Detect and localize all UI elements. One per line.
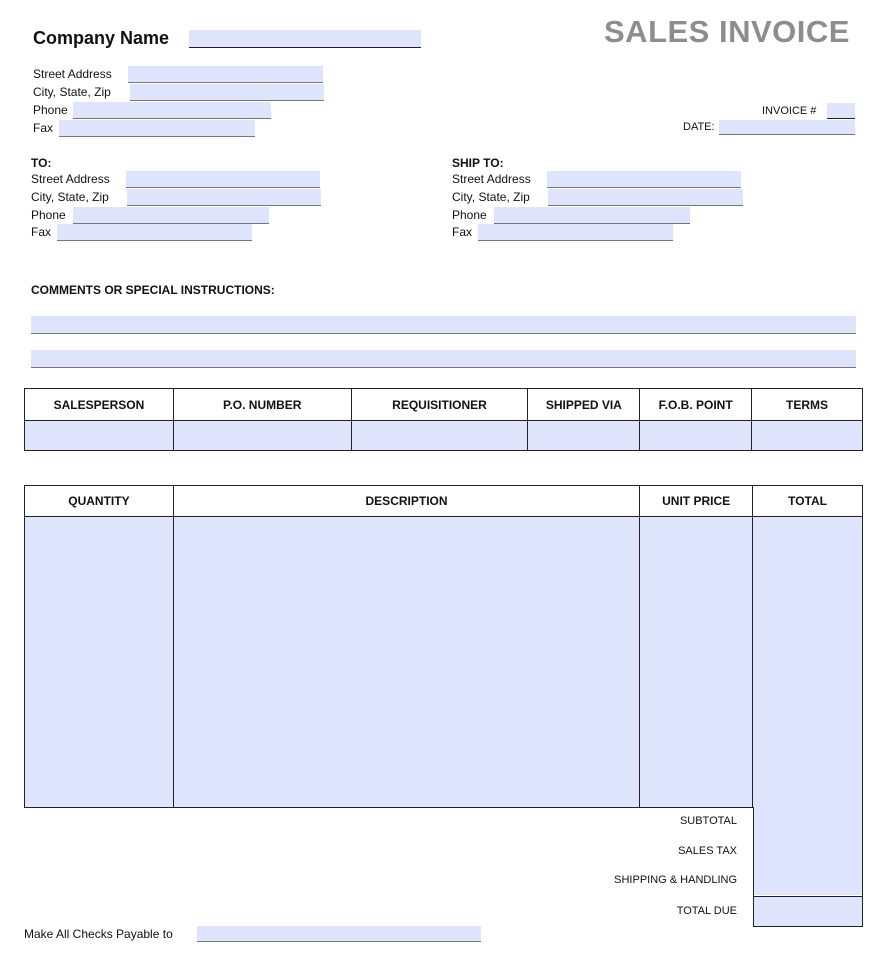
bill-to-city-input[interactable] (127, 189, 321, 206)
line-items-table (24, 485, 863, 808)
fob-point-input[interactable] (640, 421, 751, 450)
company-phone-input[interactable] (73, 102, 271, 119)
bill-to-phone-label: Phone (31, 208, 66, 222)
company-city-input[interactable] (130, 84, 324, 101)
quantity-cell (25, 517, 174, 808)
company-name-input[interactable] (189, 30, 421, 48)
ship-to-street-input[interactable] (547, 171, 741, 188)
terms-header: TERMS (752, 389, 863, 421)
description-cell (173, 517, 639, 808)
po-number-header: P.O. NUMBER (173, 389, 351, 421)
company-street-row (33, 66, 325, 83)
unit-price-input[interactable] (640, 516, 752, 806)
bill-to-fax-label: Fax (31, 225, 52, 239)
bill-to-heading: TO: (31, 156, 52, 170)
salesperson-input[interactable] (25, 421, 173, 450)
shipped-via-header: SHIPPED VIA (528, 389, 640, 421)
ship-to-city-input[interactable] (548, 189, 743, 206)
salesperson-cell (25, 421, 174, 451)
ship-to-fax-row (452, 224, 744, 241)
ship-to-phone-input[interactable] (494, 207, 690, 224)
company-city-label: City, State, Zip (33, 85, 111, 99)
sales-tax-label: SALES TAX (678, 845, 737, 857)
ship-to-fax-input[interactable] (478, 224, 673, 241)
company-fax-label: Fax (33, 121, 54, 135)
company-city-row (33, 84, 325, 101)
company-street-input[interactable] (128, 66, 323, 83)
ship-to-city-row (452, 189, 744, 206)
fob-point-header: F.O.B. POINT (640, 389, 752, 421)
bill-to-city-label: City, State, Zip (31, 190, 109, 204)
company-fax-row (33, 120, 325, 137)
checks-payable-input[interactable] (197, 926, 481, 942)
comment-line-2[interactable] (31, 350, 856, 368)
shipped-via-input[interactable] (528, 421, 639, 450)
unit-price-cell (640, 517, 753, 808)
description-header: DESCRIPTION (173, 486, 639, 517)
total-due-input[interactable] (754, 896, 862, 926)
ship-to-fax-label: Fax (452, 225, 473, 239)
company-fax-input[interactable] (59, 120, 255, 137)
description-input[interactable] (174, 516, 639, 806)
invoice-number-input[interactable] (827, 103, 855, 119)
line-items-body-row (25, 517, 863, 808)
total-header: TOTAL (753, 486, 863, 517)
bill-to-phone-row (31, 207, 323, 224)
order-info-header-row (25, 389, 863, 421)
company-phone-label: Phone (33, 103, 68, 117)
ship-to-phone-row (452, 207, 744, 224)
order-info-input-row (25, 421, 863, 451)
order-info-table (24, 388, 863, 451)
bill-to-street-row (31, 171, 323, 188)
ship-to-heading: SHIP TO: (452, 156, 504, 170)
shipped-via-cell (528, 421, 640, 451)
requisitioner-input[interactable] (352, 421, 528, 450)
line-items-header-row (25, 486, 863, 517)
comment-line-1[interactable] (31, 316, 856, 334)
requisitioner-header: REQUISITIONER (351, 389, 528, 421)
bill-to-city-row (31, 189, 323, 206)
comments-label: COMMENTS OR SPECIAL INSTRUCTIONS: (31, 283, 275, 297)
invoice-number-label: INVOICE # (762, 105, 817, 117)
invoice-title: SALES INVOICE (604, 14, 850, 49)
fob-point-cell (640, 421, 752, 451)
ship-to-city-label: City, State, Zip (452, 190, 530, 204)
bill-to-street-input[interactable] (126, 171, 320, 188)
company-name-label: Company Name (33, 28, 170, 48)
ship-to-street-row (452, 171, 744, 188)
terms-cell (752, 421, 863, 451)
bill-to-street-label: Street Address (31, 172, 110, 186)
unit-price-header: UNIT PRICE (640, 486, 753, 517)
date-input[interactable] (719, 120, 855, 135)
requisitioner-cell (351, 421, 528, 451)
subtotal-label: SUBTOTAL (679, 815, 737, 827)
salesperson-header: SALESPERSON (25, 389, 174, 421)
shipping-handling-label: SHIPPING & HANDLING (614, 874, 737, 886)
subtotal-tax-shipping-input[interactable] (754, 807, 862, 895)
company-phone-row (33, 102, 325, 119)
line-total-cell (753, 517, 863, 808)
bill-to-fax-row (31, 224, 323, 241)
bill-to-fax-input[interactable] (57, 224, 252, 241)
total-due-label: TOTAL DUE (676, 905, 737, 917)
quantity-header: QUANTITY (25, 486, 174, 517)
bill-to-phone-input[interactable] (73, 207, 269, 224)
ship-to-phone-label: Phone (452, 208, 487, 222)
line-total-input[interactable] (753, 516, 862, 806)
po-number-input[interactable] (174, 421, 351, 450)
terms-input[interactable] (752, 421, 862, 450)
date-label: DATE: (683, 121, 715, 133)
po-number-cell (173, 421, 351, 451)
ship-to-street-label: Street Address (452, 172, 531, 186)
company-street-label: Street Address (33, 67, 112, 81)
quantity-input[interactable] (25, 516, 173, 806)
checks-payable-label: Make All Checks Payable to (24, 927, 173, 941)
